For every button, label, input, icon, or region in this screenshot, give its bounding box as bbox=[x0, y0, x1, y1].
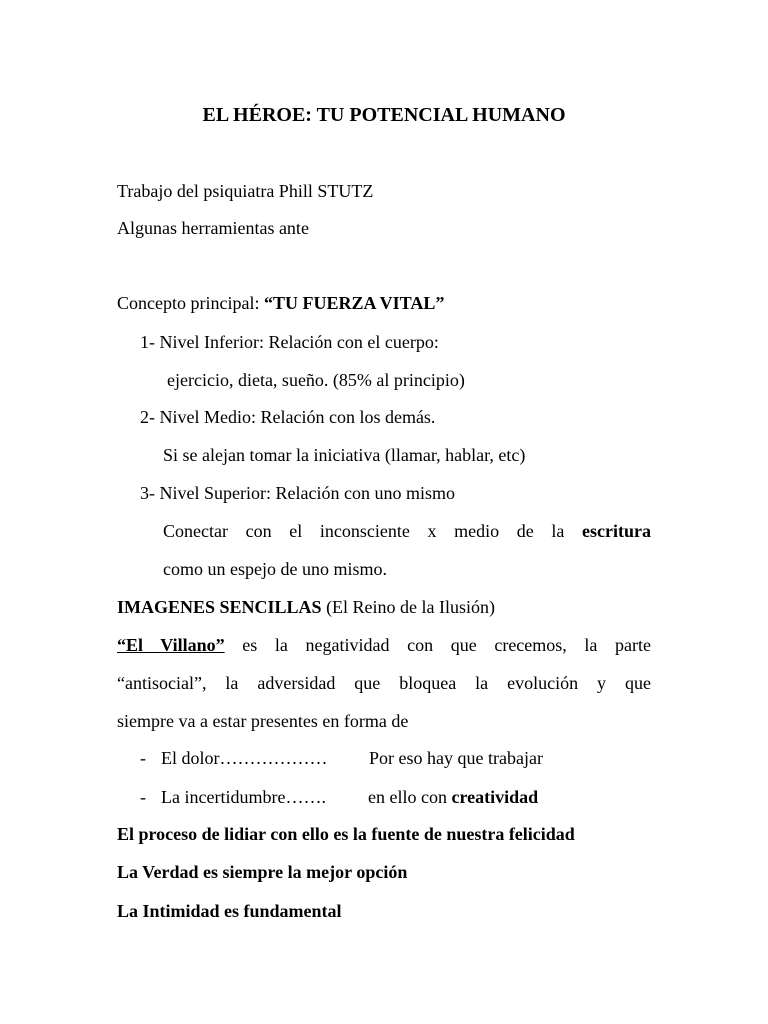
level-2-heading: 2- Nivel Medio: Relación con los demás. bbox=[140, 407, 436, 427]
bullet-2-label: La incertidumbre……. bbox=[161, 787, 326, 807]
closing-line-3: La Intimidad es fundamental bbox=[117, 901, 342, 921]
villain-line-1 bbox=[117, 634, 651, 656]
level-3-detail-text: Conectar con el inconsciente x medio de la bbox=[163, 521, 583, 541]
images-heading-rest: (El Reino de la Ilusión) bbox=[321, 597, 496, 617]
bullet-1-note: Por eso hay que trabajar bbox=[369, 748, 543, 768]
level-3-detail-2: como un espejo de uno mismo. bbox=[163, 559, 387, 579]
closing-line-1: El proceso de lidiar con ello es la fuente de nuestra felicidad bbox=[117, 824, 575, 844]
level-3-detail-keyword: escritura bbox=[582, 521, 651, 541]
concept-value: “TU FUERZA VITAL” bbox=[263, 293, 445, 313]
bullet-2-note bbox=[368, 786, 538, 808]
bullet-2-note-text: en ello con bbox=[368, 787, 452, 807]
villain-line-3: siempre va a estar presentes en forma de bbox=[117, 711, 409, 731]
villain-line-1-text: es la negatividad con que crecemos, la parte bbox=[224, 635, 651, 655]
bullet-1-label: El dolor……………… bbox=[161, 748, 328, 768]
bullet-dash-1: - bbox=[140, 748, 146, 768]
closing-line-2: La Verdad es siempre la mejor opción bbox=[117, 862, 408, 882]
villain-line-2: “antisocial”, la adversidad que bloquea la evolución y que bbox=[117, 673, 651, 693]
images-heading-bold: IMAGENES SENCILLAS bbox=[117, 597, 322, 617]
villain-term: “El Villano” bbox=[117, 635, 225, 655]
intro-line-tools: Algunas herramientas ante bbox=[117, 218, 309, 238]
images-heading bbox=[117, 596, 495, 618]
page-title: EL HÉROE: TU POTENCIAL HUMANO bbox=[202, 104, 566, 126]
concept-label: Concepto principal: bbox=[117, 293, 264, 313]
level-2-detail: Si se alejan tomar la iniciativa (llamar, hablar, etc) bbox=[163, 445, 526, 465]
level-1-heading: 1- Nivel Inferior: Relación con el cuerpo: bbox=[140, 332, 439, 352]
intro-line-author: Trabajo del psiquiatra Phill STUTZ bbox=[117, 181, 374, 201]
concept-line bbox=[117, 292, 444, 314]
bullet-2-note-keyword: creatividad bbox=[451, 787, 539, 807]
level-1-detail: ejercicio, dieta, sueño. (85% al principio) bbox=[167, 370, 465, 390]
bullet-dash-2: - bbox=[140, 787, 146, 807]
level-3-heading: 3- Nivel Superior: Relación con uno mismo bbox=[140, 483, 455, 503]
level-3-detail-1 bbox=[163, 520, 651, 542]
